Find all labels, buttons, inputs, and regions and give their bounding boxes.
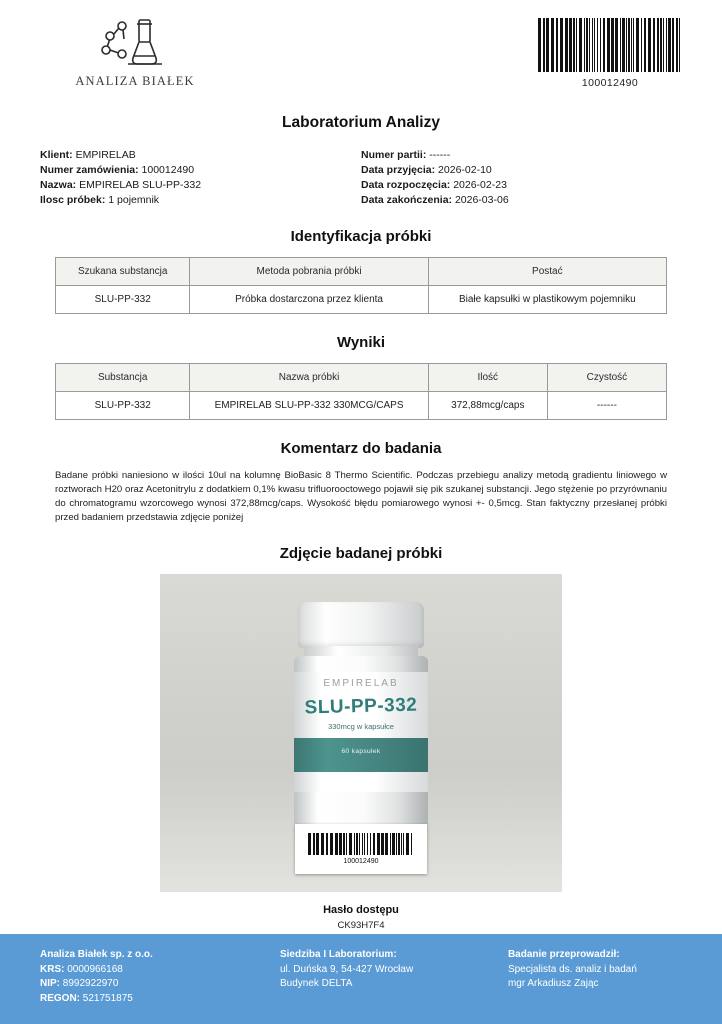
- comment-title: Komentarz do badania: [280, 440, 442, 457]
- barcode-number: 100012490: [581, 77, 639, 89]
- results-table: [55, 363, 667, 420]
- meta-row: [40, 178, 361, 193]
- company-krs: [40, 963, 242, 978]
- comment-text: Badane próbki naniesiono w ilości 10ul na kolumnę BioBasic 8 Thermo Scientific. Podczas przebiegu analizy metodą gradientu liniowego w roztworach H20 oraz Acetonitrylu z dodatkiem 0,1% kwasu trifluorooctowego pojawił się pik szukanej substancji. Jego stężenie po przyrównaniu do chromatogramu wzorcowego wynosi 372,88mcg/caps. Wysokość błędu pomiarowego wynosi +- 0,5mcg. Stan faktyczny przesłanej próbki przed badaniem przedstawia zdjęcie poniżej: [55, 470, 667, 523]
- barcode-image: [538, 18, 682, 72]
- document-footer: [0, 934, 722, 1024]
- footer-performer: [468, 948, 682, 1010]
- photo-barcode-number: 100012490: [343, 858, 379, 865]
- table-header-row: [56, 258, 667, 286]
- column-header: Nazwa próbki: [190, 364, 428, 392]
- bottle-cap: [298, 602, 424, 648]
- meta-label: Nazwa:: [40, 179, 77, 191]
- meta-value: 2026-02-10: [438, 164, 492, 176]
- address-line-1: ul. Duńska 9, 54-427 Wrocław: [279, 963, 414, 975]
- table-cell: EMPIRELAB SLU-PP-332 330MCG/CAPS: [190, 392, 428, 420]
- company-regon: [40, 992, 242, 1007]
- performer-title: Badanie przeprowadził:: [507, 949, 620, 960]
- table-cell: ------: [547, 392, 666, 420]
- photo-title: Zdjęcie badanej próbki: [279, 545, 443, 562]
- table-cell: SLU-PP-332: [56, 286, 190, 314]
- performer-line-2: mgr Arkadiusz Zając: [507, 978, 599, 989]
- table-row: [56, 392, 667, 420]
- sample-photo: [160, 574, 562, 892]
- meta-label: Data zakończenia:: [361, 194, 453, 206]
- table-cell: Próbka dostarczona przez klienta: [190, 286, 428, 314]
- address-title: Siedziba I Laboratorium:: [279, 949, 397, 960]
- footer-address: [254, 948, 468, 1010]
- column-header: Metoda pobrania próbki: [190, 258, 428, 286]
- identification-title: Identyfikacja próbki: [290, 228, 432, 245]
- bottle-brand-text: EMPIRELAB: [323, 678, 399, 689]
- meta-row: [361, 148, 682, 163]
- krs-label: KRS:: [40, 963, 65, 975]
- meta-row: [361, 193, 682, 208]
- identification-table: [55, 257, 667, 314]
- bottle-label: [294, 672, 428, 792]
- address-line-2: Budynek DELTA: [279, 978, 353, 989]
- table-header-row: [56, 364, 667, 392]
- bottle-label-band: [294, 738, 428, 772]
- meta-value: ------: [429, 149, 451, 161]
- meta-left-column: [40, 148, 361, 208]
- column-header: Substancja: [56, 364, 190, 392]
- bottle-dose-text: 330mcg w kapsułce: [328, 722, 394, 731]
- bottle-product-text: SLU-PP-332: [304, 694, 418, 719]
- meta-right-column: [361, 148, 682, 208]
- meta-row: [40, 148, 361, 163]
- document-header: [0, 0, 722, 100]
- barcode-block: [538, 18, 682, 89]
- krs-value: 0000966168: [67, 963, 123, 975]
- column-header: Szukana substancja: [56, 258, 190, 286]
- meta-label: Numer zamówienia:: [40, 164, 139, 176]
- column-header: Ilość: [428, 364, 547, 392]
- meta-value: 100012490: [141, 164, 195, 176]
- brand-name: ANALIZA BIAŁEK: [75, 74, 195, 88]
- results-title: Wyniki: [336, 334, 386, 351]
- meta-label: Numer partii:: [361, 149, 427, 161]
- password-title: Hasło dostępu: [323, 904, 399, 916]
- brand-block: [40, 14, 230, 89]
- company-name: Analiza Białek sp. z o.o.: [40, 949, 153, 960]
- meta-label: Ilosc próbek:: [40, 194, 106, 206]
- page-title: Laboratorium Analizy: [282, 114, 440, 131]
- meta-value: 2026-02-23: [453, 179, 507, 191]
- photo-wrapper: [0, 574, 722, 892]
- nip-label: NIP:: [40, 978, 60, 989]
- meta-value: 1 pojemnik: [108, 194, 160, 206]
- photo-barcode-card: [295, 824, 427, 874]
- meta-row: [40, 193, 361, 208]
- meta-label: Data rozpoczęcia:: [361, 179, 451, 191]
- meta-label: Klient:: [40, 149, 73, 161]
- meta-value: EMPIRELAB: [75, 149, 136, 161]
- table-cell: 372,88mcg/caps: [428, 392, 547, 420]
- supplement-bottle: [286, 602, 436, 832]
- microscope-flask-icon: [92, 14, 178, 70]
- table-cell: Białe kapsułki w plastikowym pojemniku: [428, 286, 666, 314]
- meta-label: Data przyjęcia:: [361, 164, 436, 176]
- meta-row: [40, 163, 361, 178]
- column-header: Czystość: [547, 364, 666, 392]
- performer-line-1: Specjalista ds. analiz i badań: [507, 963, 637, 975]
- company-nip: [40, 977, 242, 992]
- photo-barcode-image: [308, 833, 414, 855]
- meta-value: EMPIRELAB SLU-PP-332: [79, 179, 202, 191]
- regon-value: 521751875: [82, 992, 133, 1004]
- nip-value: 8992922970: [62, 978, 119, 989]
- password-value: CK93H7F4: [337, 920, 385, 931]
- table-cell: SLU-PP-332: [56, 392, 190, 420]
- meta-block: [0, 148, 722, 208]
- table-row: [56, 286, 667, 314]
- regon-label: REGON:: [40, 992, 80, 1004]
- footer-company: [40, 948, 254, 1010]
- bottle-count-text: 60 kapsułek: [341, 748, 381, 755]
- column-header: Postać: [428, 258, 666, 286]
- meta-value: 2026-03-06: [454, 194, 509, 206]
- meta-row: [361, 178, 682, 193]
- meta-row: [361, 163, 682, 178]
